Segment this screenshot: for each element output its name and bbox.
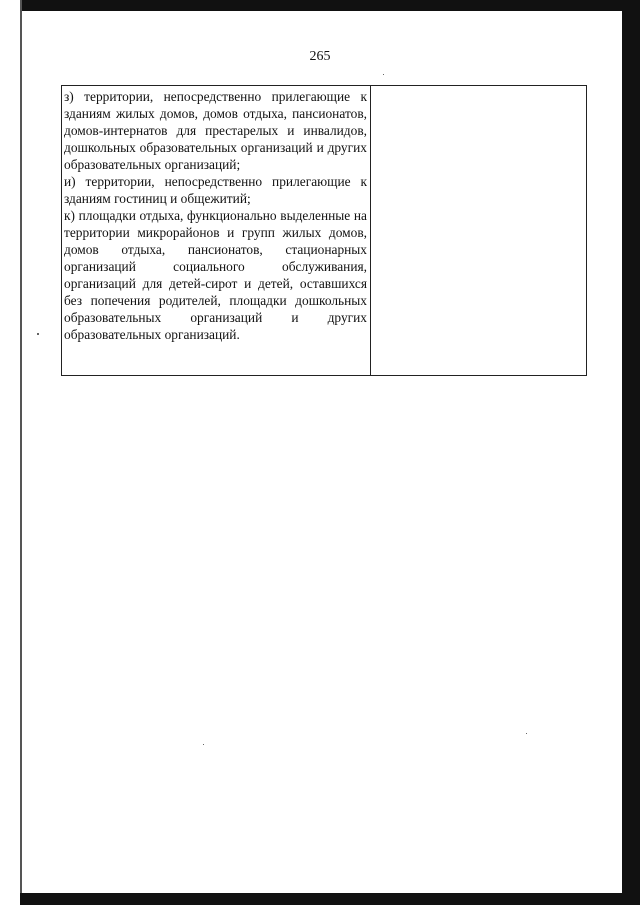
scan-border-right: [622, 0, 640, 905]
scan-speck: [383, 74, 384, 75]
scan-border-top: [22, 0, 640, 11]
scan-border-bottom: [20, 893, 640, 905]
document-table: [61, 85, 587, 376]
scan-border-left: [20, 0, 22, 905]
table-cell-left: [62, 86, 371, 375]
paragraph-z: з) территории, непосредственно прилегающие к зданиям жилых домов, домов отдыха, пансионатов, домов-интернатов для престарелых и инвалидов, дошкольных образовательных организаций и других образовательных организаций;: [64, 89, 367, 172]
scan-speck: [37, 333, 39, 335]
page-number: 265: [309, 49, 331, 64]
table-cell-right: [371, 86, 586, 375]
paragraph-i: и) территории, непосредственно прилегающие к зданиям гостиниц и общежитий;: [64, 174, 367, 206]
scan-speck: [526, 733, 527, 734]
paragraph-k: к) площадки отдыха, функционально выделенные на территории микрорайонов и групп жилых домов, домов отдыха, пансионатов, стационарных организаций социального обслуживания, организаций для детей-сирот и детей, оставшихся без попечения родителей, площадки дошкольных образовательных организаций и других образовательных организаций.: [64, 208, 367, 342]
scan-speck: [203, 744, 204, 745]
